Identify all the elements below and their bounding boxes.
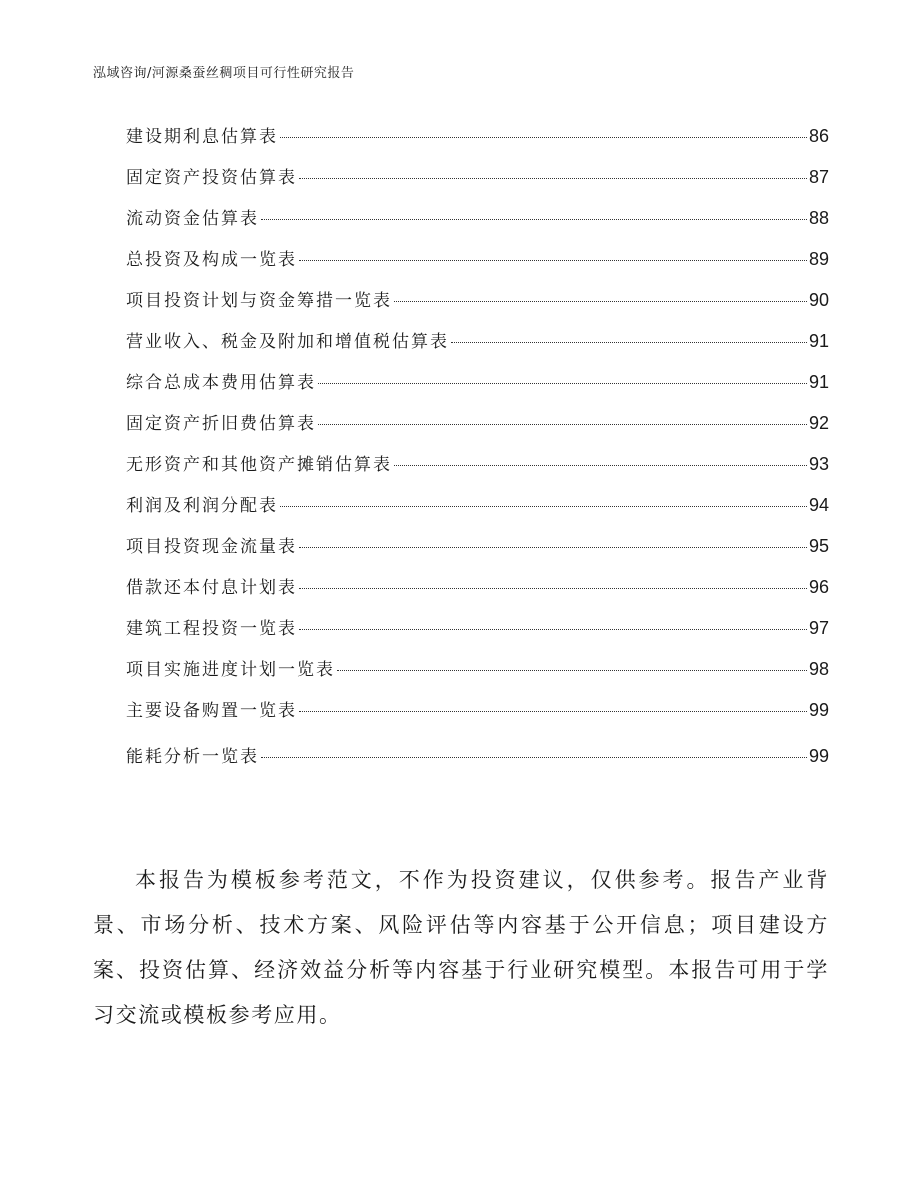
toc-entry-title: 流动资金估算表 [126,209,259,229]
toc-entry[interactable] [126,327,829,368]
toc-entry-page: 87 [808,167,829,187]
toc-entry[interactable] [126,573,829,614]
toc-entry[interactable] [126,368,829,409]
toc-entry[interactable] [126,204,829,245]
toc-entry-title: 利润及利润分配表 [126,496,278,516]
toc-dot-leader [318,383,807,384]
toc-entry-page: 94 [808,495,829,515]
toc-entry[interactable] [126,696,829,737]
toc-entry-title: 项目投资计划与资金筹措一览表 [126,291,392,311]
toc-dot-leader [337,670,807,671]
toc-entry-page: 98 [808,659,829,679]
toc-dot-leader [299,547,807,548]
toc-entry-title: 项目投资现金流量表 [126,537,297,557]
toc-entry-page: 90 [808,290,829,310]
toc-entry[interactable] [126,614,829,655]
toc-dot-leader [299,711,807,712]
toc-dot-leader [299,588,807,589]
toc-dot-leader [451,342,807,343]
toc-dot-leader [280,137,807,138]
toc-entry-page: 91 [808,331,829,351]
toc-entry[interactable] [126,245,829,286]
toc-entry[interactable] [126,655,829,696]
toc-entry[interactable] [126,742,829,783]
toc-entry[interactable] [126,409,829,450]
toc-dot-leader [261,757,807,758]
page-header: 泓域咨询/河源桑蚕丝稠项目可行性研究报告 [93,66,355,81]
toc-entry[interactable] [126,286,829,327]
toc-entry-page: 92 [808,413,829,433]
toc-entry[interactable] [126,122,829,163]
toc-entry-title: 借款还本付息计划表 [126,578,297,598]
toc-entry[interactable] [126,450,829,491]
disclaimer-paragraph: 本报告为模板参考范文，不作为投资建议，仅供参考。报告产业背景、市场分析、技术方案、风险评估等内容基于公开信息；项目建设方案、投资估算、经济效益分析等内容基于行业研究模型。本报告可用于学习交流或模板参考应用。 [93,868,829,1027]
toc-entry-page: 93 [808,454,829,474]
toc-dot-leader [318,424,807,425]
toc-dot-leader [299,629,807,630]
toc-entry-title: 能耗分析一览表 [126,747,259,767]
toc-dot-leader [280,506,807,507]
toc-dot-leader [394,301,807,302]
toc-entry-title: 营业收入、税金及附加和增值税估算表 [126,332,449,352]
toc-entry-title: 项目实施进度计划一览表 [126,660,335,680]
toc-entry-page: 91 [808,372,829,392]
toc-entry-page: 99 [808,746,829,766]
toc-dot-leader [299,260,807,261]
toc-entry-page: 97 [808,618,829,638]
toc-entry-page: 96 [808,577,829,597]
toc-entry-page: 95 [808,536,829,556]
toc-entry-title: 主要设备购置一览表 [126,701,297,721]
toc-entry[interactable] [126,163,829,204]
toc-entry-title: 无形资产和其他资产摊销估算表 [126,455,392,475]
toc-entry-page: 86 [808,126,829,146]
toc-entry-page: 89 [808,249,829,269]
table-of-contents [126,122,829,783]
toc-entry-title: 建筑工程投资一览表 [126,619,297,639]
toc-entry[interactable] [126,491,829,532]
toc-entry-title: 综合总成本费用估算表 [126,373,316,393]
toc-dot-leader [261,219,807,220]
toc-entry-page: 99 [808,700,829,720]
toc-entry-title: 建设期利息估算表 [126,127,278,147]
toc-entry-page: 88 [808,208,829,228]
toc-entry[interactable] [126,532,829,573]
toc-dot-leader [299,178,807,179]
toc-entry-title: 固定资产投资估算表 [126,168,297,188]
toc-dot-leader [394,465,807,466]
toc-entry-title: 总投资及构成一览表 [126,250,297,270]
toc-entry-title: 固定资产折旧费估算表 [126,414,316,434]
